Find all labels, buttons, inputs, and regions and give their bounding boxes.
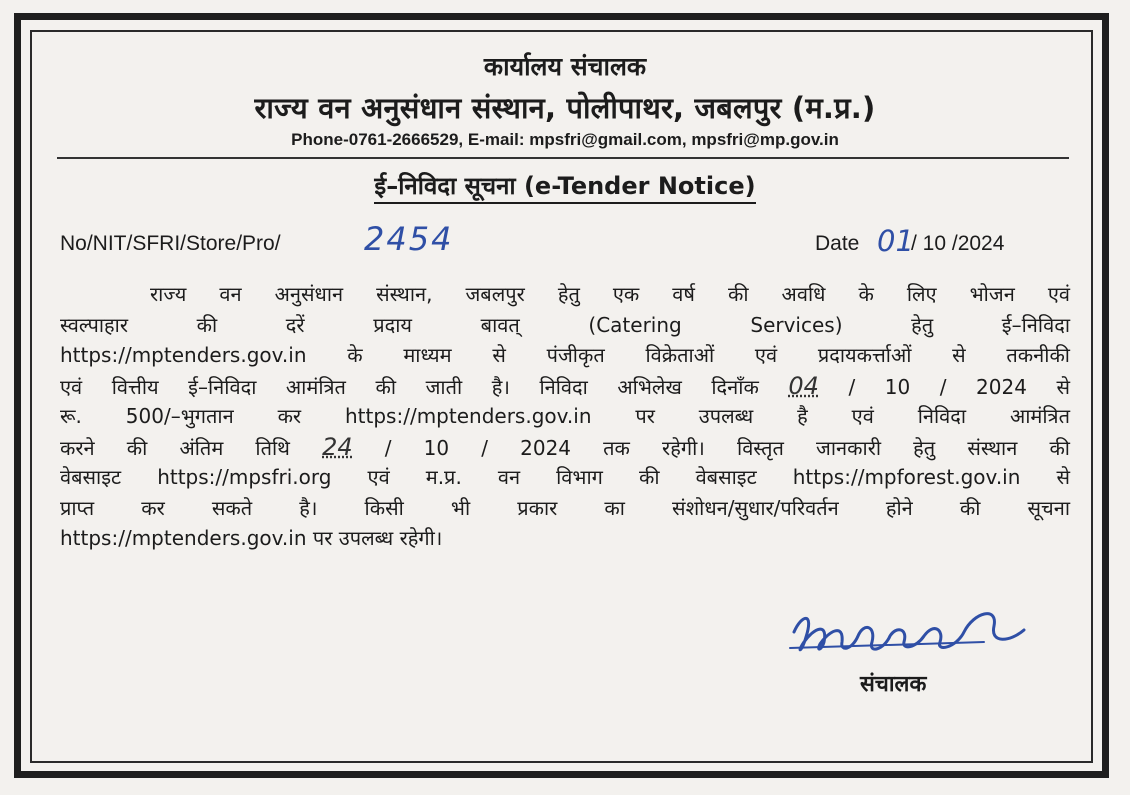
designation-director: संचालक	[860, 672, 927, 697]
notice-body	[60, 279, 1070, 554]
body-line-1: राज्य वन अनुसंधान संस्थान, जबलपुर हेतु एक वर्ष की अवधि के लिए भोजन एवं	[150, 282, 1070, 306]
signature-image	[784, 592, 1044, 672]
body-line-7: वेबसाइट https://mpsfri.org एवं म.प्र. वन विभाग की वेबसाइट https://mpforest.gov.in से	[60, 465, 1070, 489]
institute-name: राज्य वन अनुसंधान संस्थान, पोलीपाथर, जबलपुर (म.प्र.)	[254, 91, 876, 125]
body-line-9: https://mptenders.gov.in पर उपलब्ध रहेगी।	[60, 526, 443, 550]
last-date-handwritten: 24	[322, 432, 353, 461]
body-line-6-tail: / 10 / 2024 तक रहेगी। विस्तृत जानकारी हेतु संस्थान की	[384, 435, 1070, 460]
body-line-6-text: करने की अंतिम तिथि	[60, 435, 290, 460]
date-day-handwritten: 01	[877, 224, 914, 258]
office-title: कार्यालय संचालक	[483, 52, 647, 81]
notice-title	[0, 169, 1130, 202]
contact-line: Phone-0761-2666529, E-mail: mpsfri@gmail.com, mpsfri@mp.gov.in	[291, 130, 839, 149]
header-divider	[57, 157, 1069, 159]
doc-date-handwritten: 04	[788, 371, 819, 400]
body-line-4-text: एवं वित्तीय ई–निविदा आमंत्रित की जाती है। निविदा अभिलेख दिनाँक	[60, 374, 759, 399]
body-line-5: रू. 500/–भुगतान कर https://mptenders.gov.in पर उपलब्ध है एवं निविदा आमंत्रित	[60, 404, 1070, 428]
date-label: Date	[815, 232, 860, 255]
reference-prefix: No/NIT/SFRI/Store/Pro/	[60, 232, 281, 255]
body-line-6	[60, 432, 1070, 463]
notice-title-text: ई–निविदा सूचना (e-Tender Notice)	[374, 172, 755, 204]
body-line-4-tail: / 10 / 2024 से	[848, 374, 1070, 399]
reference-number-handwritten: 2454	[364, 220, 454, 258]
body-line-3: https://mptenders.gov.in के माध्यम से पंजीकृत विक्रेताओं एवं प्रदायकर्त्ताओं से तकनीकी	[60, 343, 1070, 367]
body-line-2: स्वल्पाहार की दरें प्रदाय बावत् (Catering Services) हेतु ई–निविदा	[60, 312, 1070, 337]
date-month-year: / 10 /2024	[911, 232, 1005, 255]
body-line-4	[60, 371, 1070, 402]
body-line-8: प्राप्त कर सकते है। किसी भी प्रकार का संशोधन/सुधार/परिवर्तन होने की सूचना	[60, 495, 1070, 520]
